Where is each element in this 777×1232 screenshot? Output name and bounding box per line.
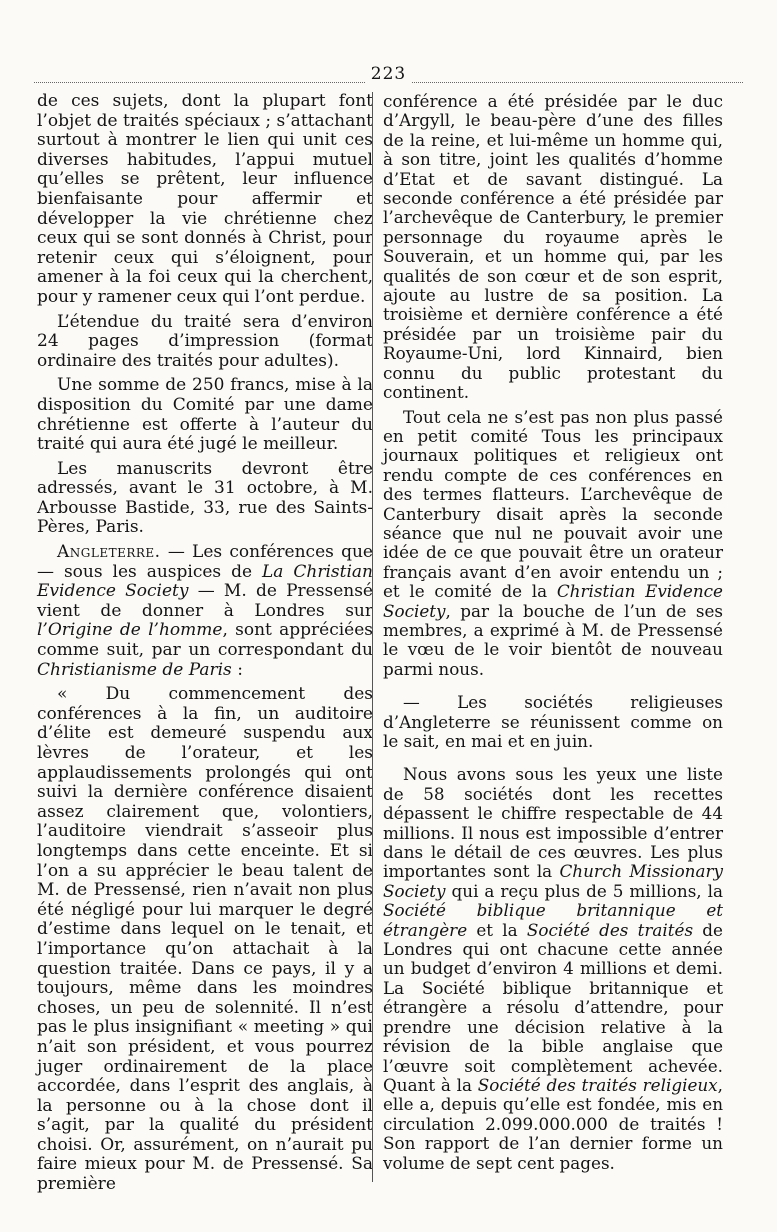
paragraph: « Du commencement des conférences à la fin, un auditoire d’élite est demeuré suspendu aux lèvres de l’orateur, et les applaudissements prolongés qui ont suivi la dernière conférence disaient assez clairement que, volontiers, l’auditoire viendrait s’asseoir plus longtemps dans cette enceinte. Et si l’on a su apprécier le beau talent de M. de Pressensé, rien n’avait non plus été négligé pour lui marquer le degré d’estime dans lequel on le tenait, et l’importance qu’on attachait à la question traitée. Dans ce pays, il y a toujours, même dans les moindres choses, un peu de solennité. Il n’est pas le plus insignifiant « meeting » qui n’ait son président, et vous pourrez juger ordinairement de la place accordée, dans l’esprit des anglais, à la personne ou à la chose dont il s’agit, par la qualité du président choisi. Or, assurément, on n’aurait pu faire mieux pour M. de Pressensé. Sa première [37,684,373,1195]
column-divider [372,92,373,1182]
paragraph: Les manuscrits devront être adressés, avant le 31 octobre, à M. Arbousse Bastide, 33, rue des Saints-Pères, Paris. [37,458,373,538]
left-column [37,92,373,1200]
paragraph: de ces sujets, dont la plupart font l’objet de traités spéciaux ; s’attachant surtout à montrer le lien qui unit ces diverses habitudes, l’appui mutuel qu’elles se prêtent, leur influence bienfaisante pour affermir et développer la vie chrétienne chez ceux qui se sont donnés à Christ, pour retenir ceux qui s’éloignent, pour amener à la foi ceux qui la cherchent, pour y ramener ceux qui l’ont perdue. [37,91,373,307]
page-header [34,62,743,83]
paragraph-angleterre: Angleterre. — Les conférences que — sous les auspices de La Christian Evidence Society — M. de Pressensé vient de donner à Londres sur l’Origine de l’homme, sont appréciées comme suit, par un correspondant du Christianisme de Paris : [37,542,373,680]
italic-title: Société des traités religieux [477,1074,718,1095]
italic-title: Church Missionary Society [383,861,723,901]
italic-title: Société des traités [526,919,694,940]
page-number: 223 [365,64,412,84]
section-heading: Angleterre. [57,542,161,563]
paragraph: Tout cela ne s’est pas non plus passé en petit comité Tous les principaux journaux politiques et religieux ont rendu compte de ces conférences en des termes flatteurs. L’archevêque de Canterbury disait après la seconde séance que nul ne pouvait avoir une idée de ce que pouvait être un orateur français avant d’en avoir entendu un ; et le comité de la Christian Evidence Society, par la bouche de l’un de ses membres, a exprimé à M. de Pressensé le vœu de le voir bientôt de nouveau parmi nous. [383,406,723,679]
right-column [383,92,723,1178]
italic-title: Christianisme de Paris [37,659,232,680]
italic-title: La Christian Evidence Society [37,561,373,602]
italic-title: l’Origine de l’homme [37,620,223,641]
paragraph: — Les sociétés religieuses d’Angleterre se réunissent comme on le sait, en mai et en juin. [383,692,723,751]
paragraph: Nous avons sous les yeux une liste de 58 sociétés dont les recettes dépassent le chiffre respectable de 44 millions. Il nous est impossible d’entrer dans le détail de ces œuvres. Les plus importantes sont la Church Missionary Society qui a reçu plus de 5 millions, la Société biblique britannique et étrangère et la Société des traités de Londres qui ont chacune cette année un budget d’environ 4 millions et demi. La Société biblique britannique et étrangère a résolu d’attendre, pour prendre une décision relative à la révision de la bible anglaise que l’œuvre soit complètement achevée. Quant à la Société des traités religieux, elle a, depuis qu’elle est fondée, mis en circulation 2.099.000.000 de traités ! Son rapport de l’an dernier forme un volume de sept cent pages. [383,764,723,1173]
paragraph: conférence a été présidée par le duc d’Argyll, le beau-père d’une des filles de la reine, et lui-même un homme qui, à son titre, joint les qualités d’homme d’Etat et de savant distingué. La seconde conférence a été présidée par l’archevêque de Canterbury, le premier personnage du royaume après le Souverain, et un homme qui, par les qualités de son cœur et de son esprit, ajoute au lustre de sa position. La troisième et dernière conférence a été présidée par un troisième pair du Royaume-Uni, lord Kinnaird, bien connu du public protestant du continent. [383,91,723,403]
paragraph: Une somme de 250 francs, mise à la disposition du Comité par une dame chrétienne est offerte à l’auteur du traité qui aura été jugé le meilleur. [37,375,373,455]
italic-title: Christian Evidence Society [383,581,723,621]
paragraph: L’étendue du traité sera d’environ 24 pages d’impression (format ordinaire des traités pour adultes). [37,311,373,371]
italic-title: Société biblique britannique et étrangère [383,900,723,940]
